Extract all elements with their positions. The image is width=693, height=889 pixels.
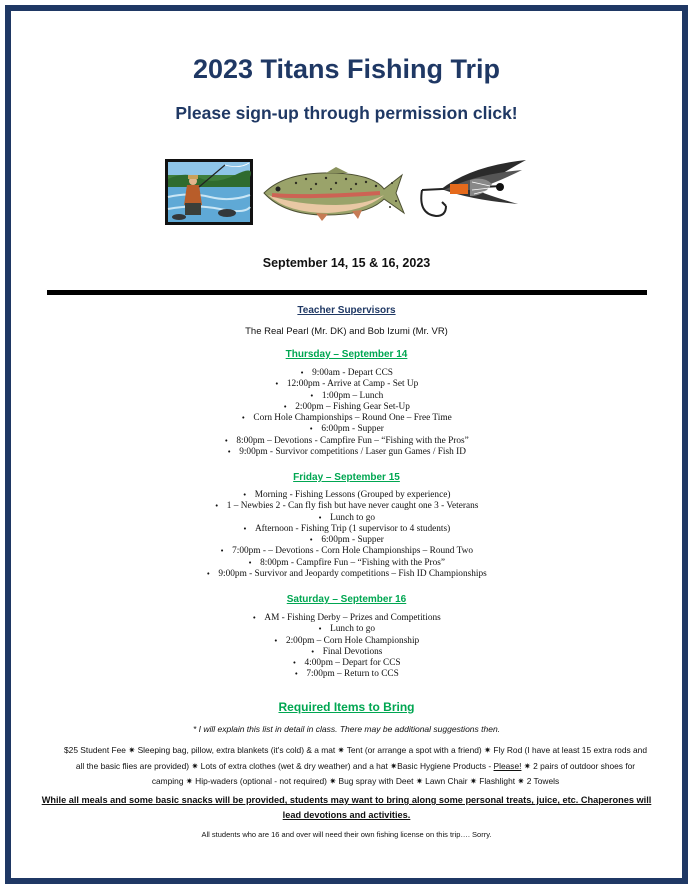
header-images: [0, 156, 693, 226]
list-item: • 8:00pm – Devotions - Campfire Fun – “Fishing with the Pros”: [0, 436, 693, 447]
supervisors-heading: Teacher Supervisors: [297, 305, 396, 316]
saturday-heading: Saturday – September 16: [286, 594, 407, 605]
list-item: • 2:00pm – Fishing Gear Set-Up: [0, 402, 693, 413]
list-item: • 1 – Newbies 2 - Can fly fish but have never caught one 3 - Veterans: [0, 501, 693, 512]
list-item: • 9:00pm - Survivor competitions / Laser gun Games / Fish ID: [0, 447, 693, 458]
list-item: • 1:00pm – Lunch: [0, 391, 693, 402]
list-item: • 12:00pm - Arrive at Camp - Set Up: [0, 379, 693, 390]
required-items-text: $25 Student Fee ✷ Sleeping bag, pillow, extra blankets (it's cold) & a mat ✷ Tent (or arrange a spot with a friend) ✷ Fly Rod (I have at least 15 extra rods and all the basic flies are provided) ✷ Lots of extra clothes (wet & dry weather) and a hat ✷Basic Hygiene Products -: [64, 745, 647, 771]
required-items-note: * I will explain this list in detail in class. There may be additional suggestions then.: [192, 724, 501, 734]
list-item: • AM - Fishing Derby – Prizes and Competitions: [0, 613, 693, 624]
list-item: • 7:00pm – Return to CCS: [0, 669, 693, 680]
friday-schedule: [0, 490, 693, 580]
friday-heading: Friday – September 15: [293, 472, 400, 483]
trout-illustration: [256, 165, 406, 223]
list-item: • 7:00pm - – Devotions - Corn Hole Championships – Round Two: [0, 546, 693, 557]
list-item: • Final Devotions: [0, 647, 693, 658]
fishing-license-note: All students who are 16 and over will need their own fishing license on this trip…. Sorry.: [201, 830, 492, 839]
list-item: • 6:00pm - Supper: [0, 424, 693, 435]
required-items-list: [64, 743, 647, 790]
please-emphasis: Please!: [493, 760, 522, 771]
list-item: • 6:00pm - Supper: [0, 535, 693, 546]
thursday-schedule: [0, 368, 693, 458]
list-item: • 9:00am - Depart CCS: [0, 368, 693, 379]
list-item: • 8:00pm - Campfire Fun – “Fishing with the Pros”: [0, 558, 693, 569]
supervisors-names: The Real Pearl (Mr. DK) and Bob Izumi (Mr. VR): [245, 326, 448, 337]
thursday-heading: Thursday – September 14: [285, 349, 408, 360]
page-subtitle: Please sign-up through permission click!: [175, 103, 518, 123]
list-item: • Lunch to go: [0, 513, 693, 524]
list-item: • Lunch to go: [0, 624, 693, 635]
required-items-heading: Required Items to Bring: [278, 700, 415, 714]
fly-fisherman-illustration: [165, 159, 253, 225]
list-item: • Morning - Fishing Lessons (Grouped by experience): [0, 490, 693, 501]
list-item: • Corn Hole Championships – Round One – Free Time: [0, 413, 693, 424]
divider-rule: [47, 290, 647, 295]
list-item: • 9:00pm - Survivor and Jeopardy competitions – Fish ID Championships: [0, 569, 693, 580]
list-item: • Afternoon - Fishing Trip (1 supervisor to 4 students): [0, 524, 693, 535]
page-title: 2023 Titans Fishing Trip: [192, 54, 501, 84]
fishing-fly-lure-illustration: [410, 156, 530, 224]
list-item: • 4:00pm – Depart for CCS: [0, 658, 693, 669]
required-items-text-continued: ✷ 2 pairs of outdoor shoes for camping ✷ Hip-waders (optional - not required) ✷ Bug spray with Deet ✷ Lawn Chair ✷ Flashlight ✷ 2 Towels: [151, 760, 636, 786]
list-item: • 2:00pm – Corn Hole Championship: [0, 636, 693, 647]
meals-note: While all meals and some basic snacks will be provided, students may want to bring along some personal treats, juice, etc. Chaperones will lead devotions and activities.: [41, 795, 652, 820]
trip-dates: September 14, 15 & 16, 2023: [262, 256, 431, 270]
saturday-schedule: [0, 613, 693, 681]
